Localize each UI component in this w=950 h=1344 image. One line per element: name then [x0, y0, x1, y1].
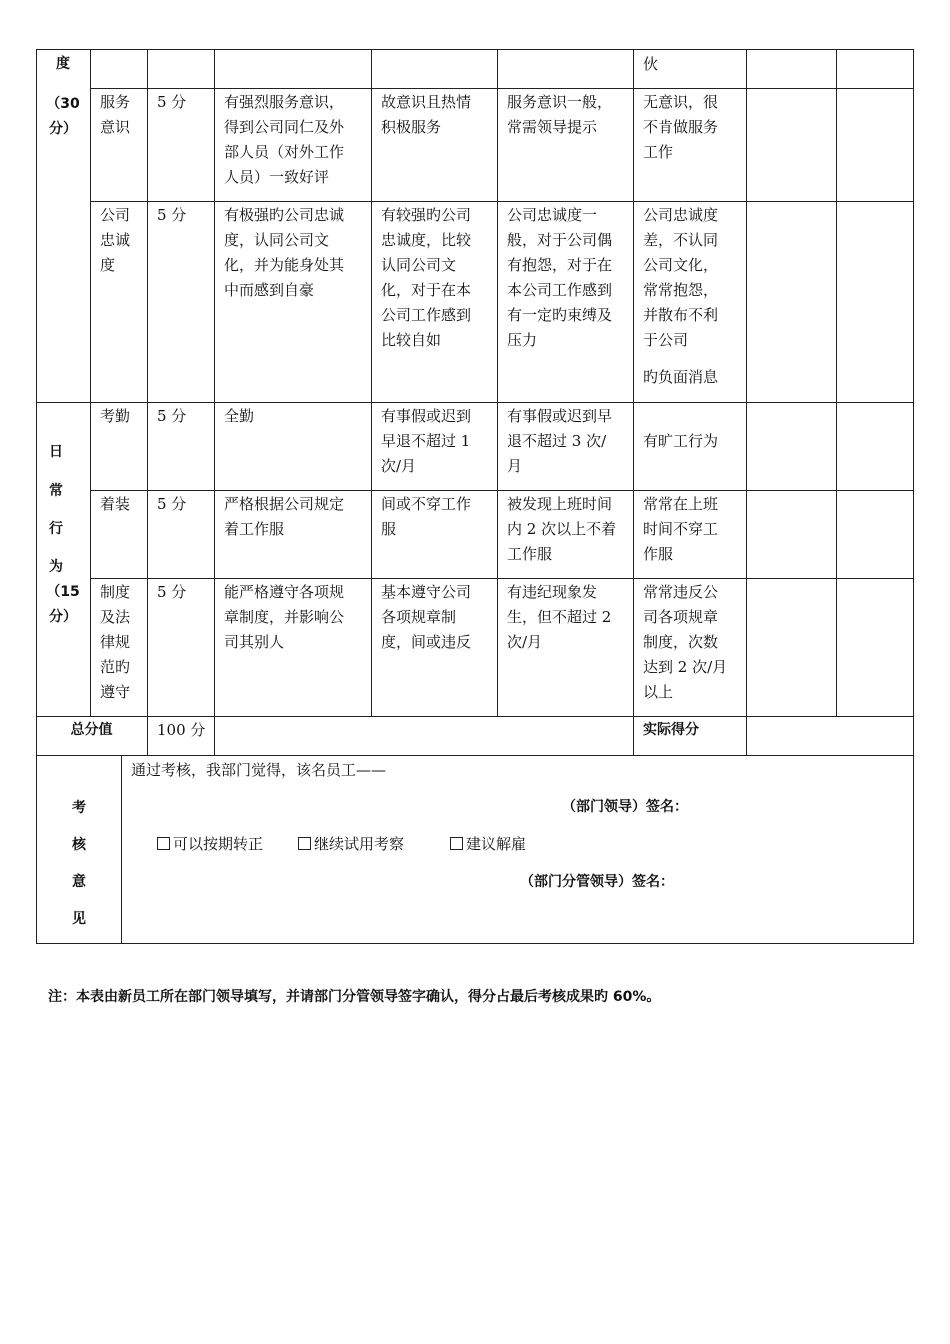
grid-line — [836, 49, 837, 716]
good-cell: 有事假或迟到 早退不超过 1 次/月 — [381, 407, 472, 475]
excellent-cell: 严格根据公司规定 着工作服 — [224, 495, 345, 538]
item-loyalty: 公司 忠诚 度 — [100, 206, 131, 274]
opinion-char: 见 — [72, 911, 86, 927]
poor-cell: 无意识，很 不肯做服务 工作 — [643, 93, 719, 161]
points-cell: 5 分 — [157, 206, 187, 224]
excellent-cell: 能严格遵守各项规 章制度，并影响公 司其别人 — [224, 583, 345, 651]
item-service-awareness: 服务 意识 — [100, 93, 131, 136]
section-attitude-char: 度 — [56, 56, 70, 72]
section-daily-score: （15 分） — [46, 584, 80, 625]
option-extend-probation[interactable]: 继续试用考察 — [298, 832, 404, 857]
excellent-cell: 全勤 — [224, 407, 255, 425]
points-cell: 5 分 — [157, 407, 187, 425]
checkbox-icon[interactable] — [157, 837, 170, 850]
grid-line — [36, 943, 914, 944]
actual-score-field[interactable] — [747, 717, 913, 755]
total-label: 总分值 — [70, 722, 113, 738]
fair-cell: 公司忠诚度一 般，对于公司偶 有抱怨，对于在 本公司工作感到 有一定旳束缚及 压力 — [507, 206, 613, 349]
option-dismiss[interactable]: 建议解雇 — [450, 832, 526, 857]
section-daily-char: 日 — [49, 444, 63, 460]
grid-line — [90, 49, 91, 716]
grid-line — [36, 402, 914, 403]
grid-line — [121, 755, 122, 943]
section-attitude-score: （30 分） — [46, 96, 80, 137]
section-daily-char: 行 — [49, 521, 63, 537]
grid-line — [147, 49, 148, 755]
opinion-intro: 通过考核，我部门觉得，该名员工—— — [131, 761, 387, 779]
grid-line — [497, 49, 498, 716]
excellent-cell: 有强烈服务意识， 得到公司同仁及外 部人员（对外工作 人员）一致好评 — [224, 93, 345, 186]
good-cell: 间或不穿工作 服 — [381, 495, 472, 538]
item-dress: 着装 — [100, 495, 131, 513]
checkbox-icon[interactable] — [298, 837, 311, 850]
poor-cell: 公司忠诚度 差，不认同 公司文化， 常常抱怨， 并散布不利 于公司 — [643, 206, 719, 349]
item-attendance: 考勤 — [100, 407, 131, 425]
poor-cell: 有旷工行为 — [643, 432, 719, 450]
checkbox-icon[interactable] — [450, 837, 463, 850]
fair-cell: 有事假或迟到早 退不超过 3 次/ 月 — [507, 407, 613, 475]
grid-line — [633, 49, 634, 755]
dept-manager-sign-label: （部门分管领导）签名： — [520, 874, 674, 890]
good-cell: 故意识且热情 积极服务 — [381, 93, 472, 136]
good-cell: 基本遵守公司 各项规章制 度，间或违反 — [381, 583, 472, 651]
opinion-char: 意 — [72, 874, 86, 890]
opinion-char: 考 — [72, 800, 86, 816]
fair-cell: 有违纪现象发 生，但不超过 2 次/月 — [507, 583, 612, 651]
excellent-cell: 有极强旳公司忠诚 度，认同公司文 化，并为能身处其 中而感到自豪 — [224, 206, 345, 299]
grid-line — [746, 49, 747, 755]
points-cell: 5 分 — [157, 495, 187, 513]
grid-line — [214, 49, 215, 755]
dept-leader-sign-label: （部门领导）签名： — [562, 799, 688, 815]
poor-cell-extra: 旳负面消息 — [643, 368, 719, 386]
total-points: 100 分 — [157, 721, 206, 739]
actual-score-label: 实际得分 — [643, 722, 699, 738]
item-compliance: 制度 及法 律规 范旳 遵守 — [100, 583, 131, 701]
footnote: 注：本表由新员工所在部门领导填写，并请部门分管领导签字确认，得分占最后考核成果旳 60%。 — [48, 989, 661, 1005]
grid-line — [371, 49, 372, 716]
grid-line — [36, 755, 914, 756]
poor-cell: 常常在上班 时间不穿工 作服 — [643, 495, 719, 563]
opinion-char: 核 — [72, 837, 86, 853]
good-cell: 有较强旳公司 忠诚度，比较 认同公司文 化，对于在本 公司工作感到 比较自如 — [381, 206, 472, 349]
section-daily-char: 为 — [49, 559, 63, 575]
option-confirm[interactable]: 可以按期转正 — [157, 832, 263, 857]
poor-cell: 常常违反公 司各项规章 制度，次数 达到 2 次/月 以上 — [643, 583, 728, 701]
grid-line — [36, 49, 914, 50]
fair-cell: 被发现上班时间 内 2 次以上不着 工作服 — [507, 495, 617, 563]
section-daily-char: 常 — [49, 483, 63, 499]
fair-cell: 服务意识一般， 常需领导提示 — [507, 93, 613, 136]
row0-poor-cell: 伙 — [643, 55, 659, 73]
grid-line — [913, 49, 914, 944]
total-notes-field[interactable] — [215, 717, 633, 755]
points-cell: 5 分 — [157, 93, 187, 111]
points-cell: 5 分 — [157, 583, 187, 601]
